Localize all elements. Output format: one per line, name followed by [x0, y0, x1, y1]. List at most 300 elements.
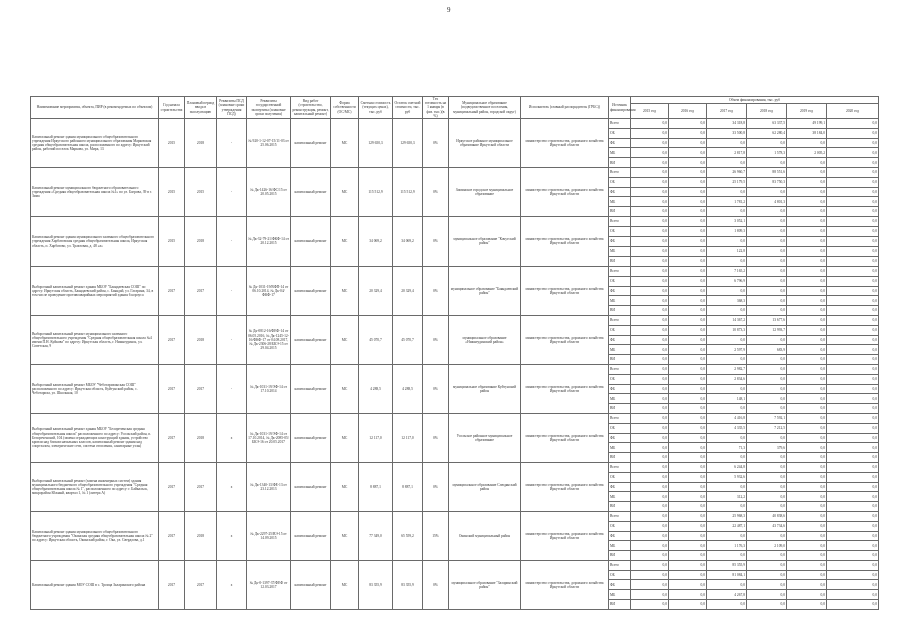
funding-value: 0,0: [669, 374, 707, 384]
project-start-year: 2015: [159, 168, 185, 217]
project-work-type: капитальный ремонт: [291, 413, 331, 462]
project-readiness: 0%: [423, 315, 449, 364]
funding-value: 0,0: [707, 236, 747, 246]
funding-value: 0,0: [631, 590, 669, 600]
funding-value: 0,0: [827, 296, 879, 306]
funding-value: 0,0: [631, 384, 669, 394]
funding-value: 0,0: [787, 423, 827, 433]
project-end-year: 2017: [185, 266, 217, 315]
funding-source-label: МБ: [609, 345, 631, 355]
project-ownership: МС: [331, 560, 359, 609]
funding-value: 0,0: [827, 256, 879, 266]
funding-value: 0,0: [669, 521, 707, 531]
funding-value: 0,0: [787, 531, 827, 541]
funding-value: 0,0: [787, 325, 827, 335]
funding-source-label: ФБ: [609, 482, 631, 492]
funding-value: 0,0: [747, 453, 787, 463]
funding-value: 0,0: [787, 482, 827, 492]
funding-value: 0,0: [747, 492, 787, 502]
funding-value: 0,0: [669, 551, 707, 561]
project-remaining: 4 288,5: [393, 364, 423, 413]
funding-value: 14 367,2: [707, 315, 747, 325]
project-readiness: 0%: [423, 216, 449, 266]
project-end-year: 2018: [185, 511, 217, 560]
project-end-year: 2015: [185, 168, 217, 217]
funding-value: 0,0: [707, 158, 747, 168]
funding-value: 0,0: [669, 256, 707, 266]
project-readiness: 0%: [423, 462, 449, 511]
project-remaining: 45 070,7: [393, 315, 423, 364]
funding-source-label: Всего: [609, 216, 631, 226]
project-start-year: 2017: [159, 413, 185, 462]
project-cost: 129 650,3: [359, 119, 393, 168]
funding-value: 0,0: [787, 177, 827, 187]
project-row: [31, 266, 879, 276]
funding-source-label: Всего: [609, 364, 631, 374]
funding-value: 0,0: [827, 453, 879, 463]
funding-value: 0,0: [631, 207, 669, 217]
funding-source-label: ОБ: [609, 276, 631, 286]
funding-source-label: Всего: [609, 168, 631, 178]
funding-value: 0,0: [787, 345, 827, 355]
funding-source-label: Всего: [609, 266, 631, 276]
funding-value: 0,0: [631, 345, 669, 355]
funding-value: 0,0: [827, 138, 879, 148]
funding-source-label: МБ: [609, 246, 631, 256]
funding-value: 0,0: [631, 374, 669, 384]
project-end-year: 2017: [185, 462, 217, 511]
funding-value: 0,0: [631, 256, 669, 266]
funding-value: 0,0: [631, 394, 669, 404]
funding-value: 0,0: [747, 236, 787, 246]
project-expertise: № Дк-1340-13/ФЕ-13 от 23.12.2013: [247, 462, 291, 511]
project-row: [31, 511, 879, 521]
funding-value: 0,0: [669, 207, 707, 217]
header-readiness: Тех готовность на 1 января (в физ. тыс.)(в %): [423, 97, 449, 119]
funding-value: 0,0: [669, 306, 707, 316]
funding-value: 0,0: [827, 433, 879, 443]
project-readiness: 0%: [423, 560, 449, 609]
funding-value: 0,0: [827, 560, 879, 570]
funding-value: 0,0: [707, 551, 747, 561]
header-year: 2020 год: [827, 104, 879, 119]
funding-value: 0,0: [787, 226, 827, 236]
funding-value: 0,0: [747, 276, 787, 286]
funding-value: 0,0: [787, 276, 827, 286]
funding-source-label: МБ: [609, 541, 631, 551]
funding-value: 0,0: [669, 404, 707, 414]
funding-value: 0,0: [669, 453, 707, 463]
funding-value: 0,0: [669, 433, 707, 443]
funding-value: 0,0: [827, 187, 879, 197]
header-grbs: Исполнитель (главный распорядитель (ГРБС)): [521, 97, 609, 119]
funding-value: 0,0: [669, 119, 707, 129]
funding-value: 0,0: [787, 600, 827, 610]
funding-value: 0,0: [631, 325, 669, 335]
project-cost: 77 349,0: [359, 511, 393, 560]
funding-value: 0,0: [747, 286, 787, 296]
funding-value: 0,0: [787, 453, 827, 463]
funding-value: 0,0: [827, 266, 879, 276]
funding-value: 0,0: [787, 580, 827, 590]
funding-value: 0,0: [631, 580, 669, 590]
funding-value: 0,0: [827, 374, 879, 384]
funding-value: 2 005,2: [787, 148, 827, 158]
funding-value: 0,0: [669, 168, 707, 178]
project-name: Капитальный ремонт здания МОУ СОШ в с. Троица Заларинского района: [31, 560, 159, 609]
project-end-year: 2017: [185, 364, 217, 413]
header-volume: Объем финансирования, тыс. руб: [631, 97, 879, 104]
project-name: Капитальный ремонт здания муниципального общеобразовательного учреждения Иркутского районного муниципального образования Марковская средняя общеобразовательная школа, расположенного по адресу: Иркутский район, рабочий поселок Маркова, ул. Мира, 13: [31, 119, 159, 168]
funding-value: 4 801,3: [747, 197, 787, 207]
project-readiness: 0%: [423, 168, 449, 217]
funding-source-label: МБ: [609, 296, 631, 306]
project-name: Выборочный капитальный ремонт (замена инженерных систем) здания муниципального бюджетного общеобразовательного учреждения "Средняя общеобразовательная школа № 1", расположенного по адресу: г. Байкальск, микрорайон Южный, квартал 1, № 1 (литера А): [31, 462, 159, 511]
funding-source-label: МБ: [609, 590, 631, 600]
funding-value: 0,0: [787, 384, 827, 394]
funding-value: 0,0: [787, 590, 827, 600]
funding-value: 0,0: [787, 286, 827, 296]
funding-source-label: МБ: [609, 394, 631, 404]
funding-value: 0,0: [747, 462, 787, 472]
project-cost: 45 070,7: [359, 315, 393, 364]
project-name: Капитальный ремонт муниципального бюджетного образовательного учреждения «Средняя общеобразовательная школа №1» по ул. Багрова, 39 в г. Зима: [31, 168, 159, 217]
funding-value: 683,9: [747, 345, 787, 355]
funding-value: 63 337,5: [747, 119, 787, 129]
funding-value: 0,0: [787, 511, 827, 521]
project-end-year: 2018: [185, 119, 217, 168]
funding-source-label: Всего: [609, 560, 631, 570]
project-start-year: 2017: [159, 511, 185, 560]
funding-value: 0,0: [787, 197, 827, 207]
funding-value: 0,0: [787, 187, 827, 197]
funding-value: 40 838,6: [747, 511, 787, 521]
funding-source-label: ВИ: [609, 600, 631, 610]
header-year: 2018 год: [747, 104, 787, 119]
funding-value: 0,0: [827, 168, 879, 178]
funding-value: 0,0: [827, 345, 879, 355]
funding-value: 0,0: [827, 216, 879, 226]
project-grbs: министерство строительства, дорожного хозяйства Иркутской области: [521, 560, 609, 609]
project-municipality: муниципальное образование "Баяндаевский район": [449, 266, 521, 315]
funding-source-label: ОБ: [609, 374, 631, 384]
funding-value: 0,0: [669, 128, 707, 138]
funding-value: 0,0: [747, 158, 787, 168]
funding-value: 4 416,8: [707, 413, 747, 423]
funding-value: 0,0: [631, 148, 669, 158]
funding-value: 0,0: [669, 246, 707, 256]
project-municipality: муниципальное образование «Нижнеудинский район»: [449, 315, 521, 364]
funding-value: 0,0: [631, 168, 669, 178]
funding-value: 0,0: [669, 394, 707, 404]
project-grbs: министерство строительства, дорожного хозяйства Иркутской области: [521, 364, 609, 413]
project-expertise: № Дк-1031-19/ЭФ-14 от 17.10.2014, № Дк-2085-05/БКЭ-16 от 20.05.2017: [247, 413, 291, 462]
project-grbs: министерство строительства, дорожного хозяйства Иркутской области: [521, 462, 609, 511]
funding-value: 0,0: [669, 413, 707, 423]
project-work-type: капитальный ремонт: [291, 511, 331, 560]
funding-source-label: ВИ: [609, 502, 631, 512]
funding-value: 0,0: [631, 453, 669, 463]
project-row: [31, 315, 879, 325]
funding-value: 6 796,9: [707, 276, 747, 286]
project-remaining: 34 069,2: [393, 216, 423, 266]
funding-value: 0,0: [787, 443, 827, 453]
funding-value: 5 932,6: [707, 472, 747, 482]
funding-value: 0,0: [707, 355, 747, 365]
funding-value: 0,0: [827, 541, 879, 551]
funding-value: 0,0: [787, 521, 827, 531]
header-source: Источник финансирования: [609, 97, 631, 119]
funding-value: 0,0: [669, 226, 707, 236]
funding-value: 0,0: [827, 511, 879, 521]
project-name: Выборочный капитальный ремонт муниципального казенного общеобразовательного учреждения "Средняя общеобразовательная школа №4 имени П.Н. Куйкова" по адресу: Иркутская область, г. Нижнеудинск, ул. Советская, 9: [31, 315, 159, 364]
funding-source-label: ФБ: [609, 335, 631, 345]
funding-value: 2 982,7: [707, 364, 747, 374]
funding-value: 0,0: [787, 138, 827, 148]
project-psd: х: [217, 413, 247, 462]
funding-value: 0,0: [631, 551, 669, 561]
funding-value: 0,0: [631, 541, 669, 551]
funding-value: 0,0: [631, 521, 669, 531]
funding-value: 0,0: [827, 119, 879, 129]
project-remaining: 83 355,9: [393, 560, 423, 609]
funding-value: 0,0: [827, 600, 879, 610]
project-grbs: министерство строительства, дорожного хозяйства Иркутской области: [521, 413, 609, 462]
project-cost: 20 329,4: [359, 266, 393, 315]
project-grbs: министерство строительства, дорожного хозяйства Иркутской области: [521, 315, 609, 364]
project-municipality: Окинский муниципальный район: [449, 511, 521, 560]
funding-value: 0,0: [827, 148, 879, 158]
funding-value: 0,0: [631, 433, 669, 443]
funding-value: 43 734,6: [747, 521, 787, 531]
project-row: [31, 462, 879, 472]
funding-value: 0,0: [827, 462, 879, 472]
funding-value: 0,0: [827, 521, 879, 531]
funding-value: 0,0: [631, 138, 669, 148]
funding-value: 0,0: [631, 276, 669, 286]
header-municipality: Муниципальное образование (подведомственное поселения, муниципальный район, городской округ): [449, 97, 521, 119]
funding-value: 0,0: [707, 502, 747, 512]
funding-value: 0,0: [827, 531, 879, 541]
funding-value: 0,0: [787, 355, 827, 365]
funding-value: 0,0: [631, 472, 669, 482]
funding-value: 0,0: [669, 541, 707, 551]
funding-value: 0,0: [669, 325, 707, 335]
funding-value: 2 834,6: [707, 374, 747, 384]
funding-value: 0,0: [631, 306, 669, 316]
funding-value: 0,0: [707, 256, 747, 266]
project-start-year: 2017: [159, 266, 185, 315]
project-ownership: МС: [331, 413, 359, 462]
funding-value: 0,0: [669, 482, 707, 492]
funding-value: 0,0: [827, 236, 879, 246]
funding-value: 4 267,8: [707, 590, 747, 600]
funding-value: 0,0: [747, 306, 787, 316]
funding-value: 0,0: [827, 404, 879, 414]
funding-value: 0,0: [707, 207, 747, 217]
project-ownership: МС: [331, 462, 359, 511]
funding-value: 0,0: [631, 246, 669, 256]
funding-source-label: ОБ: [609, 472, 631, 482]
funding-value: 0,0: [787, 404, 827, 414]
funding-value: 0,0: [747, 570, 787, 580]
funding-source-label: ВИ: [609, 551, 631, 561]
funding-value: 0,0: [669, 335, 707, 345]
project-expertise: № 920-1-12-07-15/11-03 от 25.06.2015: [247, 119, 291, 168]
funding-value: 0,0: [669, 580, 707, 590]
funding-value: 0,0: [827, 207, 879, 217]
funding-value: 0,0: [669, 236, 707, 246]
project-readiness: 0%: [423, 266, 449, 315]
funding-source-label: ФБ: [609, 433, 631, 443]
funding-source-label: ФБ: [609, 531, 631, 541]
funding-value: 0,0: [631, 482, 669, 492]
funding-source-label: МБ: [609, 492, 631, 502]
funding-value: 0,0: [827, 325, 879, 335]
funding-value: 0,0: [827, 315, 879, 325]
project-grbs: министерство строительства, дорожного хозяйства Иркутской области: [521, 266, 609, 315]
funding-value: 0,0: [827, 423, 879, 433]
funding-value: 0,0: [631, 355, 669, 365]
project-psd: -: [217, 168, 247, 217]
funding-value: 0,0: [787, 335, 827, 345]
funding-value: 0,0: [669, 158, 707, 168]
funding-value: 0,0: [631, 187, 669, 197]
header-work-type: Вид работ (строительство, реконструкция, ремонт, капитальный ремонт): [291, 97, 331, 119]
funding-source-label: МБ: [609, 148, 631, 158]
project-municipality: муниципальное образование "Качугский район": [449, 216, 521, 266]
funding-value: 0,0: [669, 443, 707, 453]
project-grbs: министерство строительства, дорожного хозяйства Иркутской области: [521, 216, 609, 266]
project-remaining: 20 329,4: [393, 266, 423, 315]
funding-value: 0,0: [747, 364, 787, 374]
funding-value: 0,0: [631, 511, 669, 521]
funding-value: 0,0: [827, 355, 879, 365]
funding-value: 0,0: [669, 197, 707, 207]
funding-value: 3 052,1: [707, 216, 747, 226]
page-number: 9: [447, 6, 451, 14]
funding-value: 0,0: [707, 286, 747, 296]
funding-value: 0,0: [669, 177, 707, 187]
funding-source-label: ВИ: [609, 158, 631, 168]
project-grbs: министерство строительства, дорожного хозяйства Иркутской области: [521, 168, 609, 217]
funding-value: 0,0: [631, 560, 669, 570]
funding-value: 0,0: [631, 296, 669, 306]
funding-value: 0,0: [747, 502, 787, 512]
funding-value: 0,0: [747, 590, 787, 600]
funding-value: 71,3: [707, 443, 747, 453]
project-work-type: капитальный ремонт: [291, 216, 331, 266]
funding-value: 0,0: [747, 335, 787, 345]
funding-value: 4 335,5: [707, 423, 747, 433]
funding-value: 13 677,6: [747, 315, 787, 325]
project-municipality: Зиминское городское муниципальное образование: [449, 168, 521, 217]
header-year: 2019 год: [787, 104, 827, 119]
funding-source-label: ОБ: [609, 570, 631, 580]
funding-value: 0,0: [631, 226, 669, 236]
funding-value: 0,0: [787, 462, 827, 472]
funding-value: 0,0: [707, 138, 747, 148]
funding-value: 0,0: [747, 207, 787, 217]
funding-value: 0,0: [747, 256, 787, 266]
funding-value: 34 318,8: [707, 119, 747, 129]
funding-value: 0,0: [787, 551, 827, 561]
funding-value: 148,1: [707, 394, 747, 404]
funding-value: 0,0: [669, 148, 707, 158]
project-start-year: 2017: [159, 560, 185, 609]
funding-value: 2 597,9: [707, 345, 747, 355]
funding-value: 0,0: [669, 364, 707, 374]
funding-value: 0,0: [787, 256, 827, 266]
funding-value: 2 817,8: [707, 148, 747, 158]
funding-value: 0,0: [747, 246, 787, 256]
funding-value: 0,0: [787, 168, 827, 178]
project-start-year: 2015: [159, 119, 185, 168]
funding-source-label: ФБ: [609, 580, 631, 590]
funding-value: 0,0: [631, 197, 669, 207]
project-cost: 83 355,9: [359, 560, 393, 609]
project-end-year: 2018: [185, 413, 217, 462]
project-row: [31, 119, 879, 129]
funding-value: 0,0: [787, 433, 827, 443]
funding-value: 0,0: [669, 560, 707, 570]
funding-value: 0,0: [827, 551, 879, 561]
funding-value: 26 960,7: [707, 168, 747, 178]
funding-value: 0,0: [707, 580, 747, 590]
funding-value: 0,0: [631, 443, 669, 453]
funding-value: 0,0: [669, 423, 707, 433]
funding-value: 22 487,1: [707, 521, 747, 531]
header-year: 2016 год: [669, 104, 707, 119]
funding-value: 0,0: [827, 570, 879, 580]
funding-value: 0,0: [631, 286, 669, 296]
project-remaining: 65 559,2: [393, 511, 423, 560]
project-psd: -: [217, 364, 247, 413]
funding-value: 0,0: [827, 580, 879, 590]
funding-value: 379,6: [747, 443, 787, 453]
funding-value: 0,0: [669, 345, 707, 355]
funding-value: 0,0: [669, 266, 707, 276]
funding-value: 0,0: [669, 502, 707, 512]
project-name: Выборочный капитальный ремонт МБОУ "Чеботарихинская СОШ" расположенного по адресу: Иркутская область, Куйтунский район, с. Чеботариха, ул. Школьная, 10: [31, 364, 159, 413]
funding-value: 0,0: [827, 443, 879, 453]
funding-value: 368,3: [707, 296, 747, 306]
funding-value: 0,0: [707, 384, 747, 394]
project-psd: -: [217, 119, 247, 168]
header-approvals: Реквизиты ПСД (плановые сроки утверждения ПСД): [217, 97, 247, 119]
project-readiness: 0%: [423, 413, 449, 462]
funding-value: 0,0: [631, 177, 669, 187]
funding-value: 0,0: [707, 600, 747, 610]
funding-value: 0,0: [747, 296, 787, 306]
funding-value: 0,0: [669, 600, 707, 610]
project-work-type: капитальный ремонт: [291, 560, 331, 609]
funding-value: 0,0: [669, 590, 707, 600]
funding-source-label: ФБ: [609, 138, 631, 148]
funding-value: 0,0: [669, 384, 707, 394]
funding-value: 1 781,2: [707, 197, 747, 207]
funding-value: 0,0: [631, 266, 669, 276]
funding-source-label: ФБ: [609, 236, 631, 246]
funding-value: 0,0: [747, 531, 787, 541]
financing-table: [30, 96, 879, 610]
header-expertise: Реквизиты государственной экспертизы (плановые сроки получения): [247, 97, 291, 119]
funding-value: 0,0: [747, 600, 787, 610]
funding-source-label: ОБ: [609, 521, 631, 531]
funding-value: 122,8: [707, 246, 747, 256]
funding-value: 0,0: [787, 560, 827, 570]
funding-value: 0,0: [631, 335, 669, 345]
